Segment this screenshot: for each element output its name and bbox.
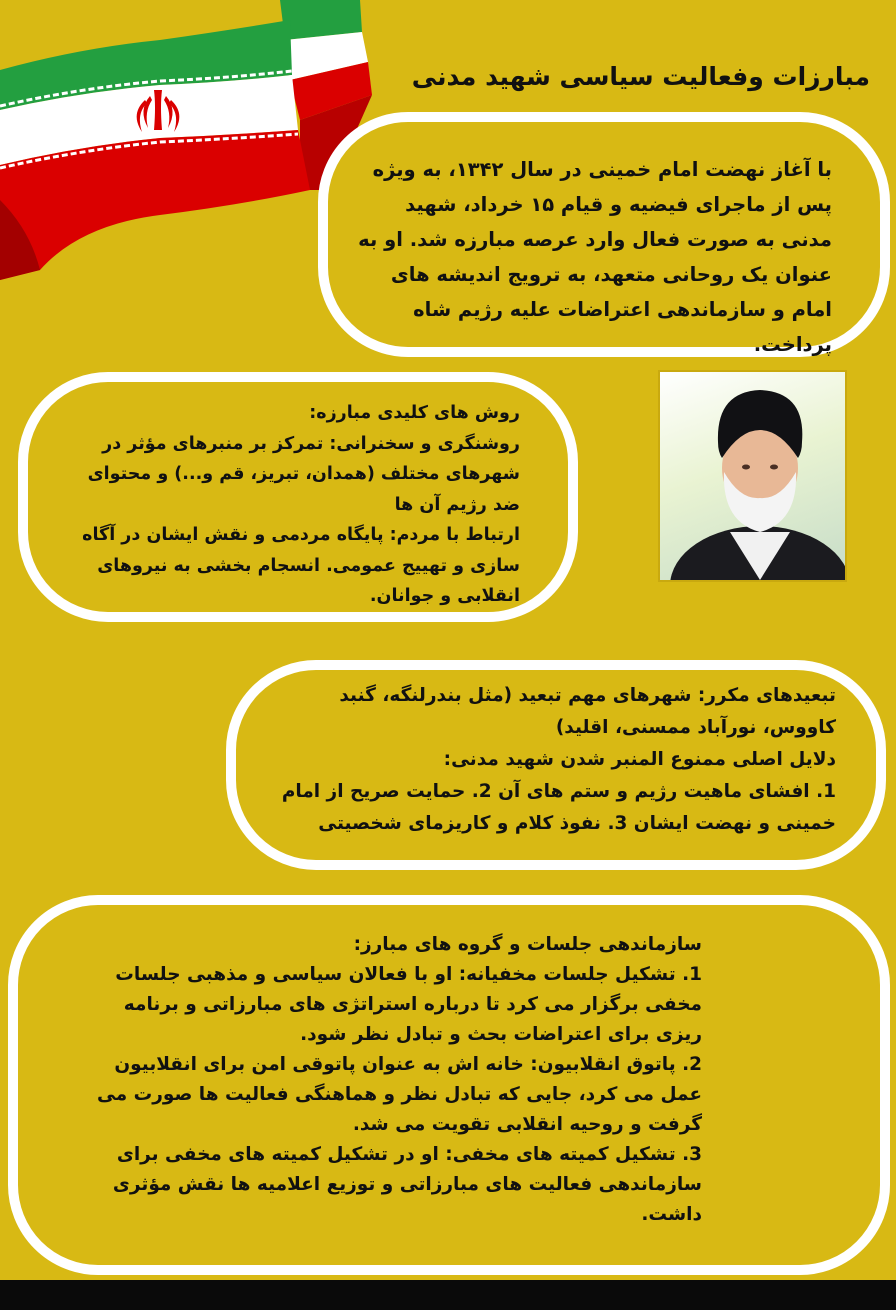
organization-box (8, 895, 890, 1275)
methods-item-1: روشنگری و سخنرانی: تمرکز بر منبرهای مؤثر در شهرهای مختلف (همدان، تبریز، قم و...) و محتوای ضد رژیم آن ها (87, 433, 520, 515)
intro-box (318, 112, 890, 357)
intro-text: با آغاز نهضت امام خمینی در سال ۱۳۴۲، به ویژه پس از ماجرای فیضیه و قیام ۱۵ خرداد، شهید مدنی به صورت فعال وارد عرصه مبارزه شد. او به عنوان یک روحانی متعهد، به ترویج اندیشه های امام و سازماندهی اعتراضات علیه رژیم شاه پرداخت. (358, 158, 832, 356)
organization-item-2: 2. پاتوق انقلابیون: خانه اش به عنوان پاتوقی امن برای انقلابیون عمل می کرد، جایی که تبادل نظر و هماهنگی فعالیت ها صورت می گرفت و روحیه انقلابی تقویت می شد. (97, 1054, 702, 1135)
exile-box (226, 660, 886, 870)
exile-line-1: تبعیدهای مکرر: شهرهای مهم تبعید (مثل بندرلنگه، گنبد کاووس، نورآباد ممسنی، اقلید) (339, 685, 836, 738)
bottom-bar (0, 1280, 896, 1310)
organization-heading: سازماندهی جلسات و گروه های مبارز: (353, 934, 702, 955)
exile-line-2: دلایل اصلی ممنوع المنبر شدن شهید مدنی: (443, 749, 836, 770)
organization-item-3: 3. تشکیل کمیته های مخفی: او در تشکیل کمیته های مخفی برای سازماندهی فعالیت های مبارزاتی و توزیع اعلامیه ها نقش مؤثری داشت. (112, 1144, 702, 1225)
methods-item-2: ارتباط با مردم: پایگاه مردمی و نقش ایشان در آگاه سازی و تهییج عمومی. انسجام بخشی به نیروهای انقلابی و جوانان. (82, 525, 520, 606)
organization-item-1: 1. تشکیل جلسات مخفیانه: او با فعالان سیاسی و مذهبی جلسات مخفی برگزار می کرد تا درباره استراتژی های مبارزاتی و برنامه ریزی برای اعتراضات بحث و تبادل نظر شود. (115, 964, 702, 1045)
methods-heading: روش های کلیدی مبارزه: (309, 403, 520, 423)
methods-box (18, 372, 578, 622)
page-title: مبارزات وفعالیت سیاسی شهید مدنی (411, 62, 870, 91)
exile-line-3: 1. افشای ماهیت رژیم و ستم های آن 2. حمایت صریح از امام خمینی و نهضت ایشان 3. نفوذ کلام و کاریزمای شخصیتی (281, 781, 836, 834)
portrait-image (660, 372, 845, 580)
